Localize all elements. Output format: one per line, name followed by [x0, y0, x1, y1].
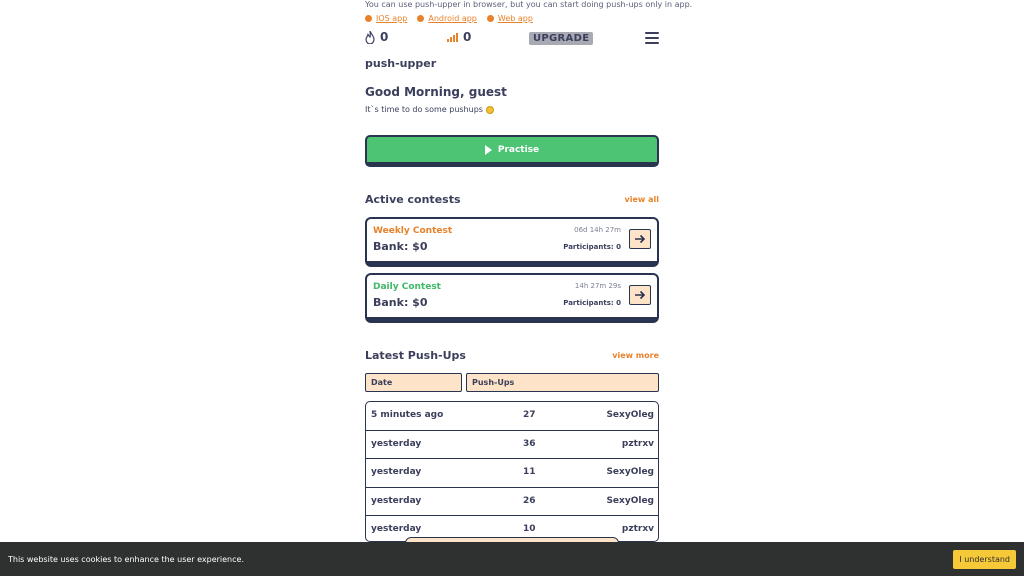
contest-name: Weekly Contest	[373, 226, 453, 236]
table-row	[366, 488, 658, 517]
table-row	[366, 431, 658, 460]
row-user: SexyOleg	[606, 495, 654, 506]
row-user: SexyOleg	[606, 410, 654, 420]
latest-pushups-table	[365, 401, 659, 542]
upgrade-button[interactable]: UPGRADE	[529, 32, 593, 45]
row-user: pztrxv	[621, 438, 654, 449]
app-notice: You can use push-upper in browser, but you can start doing push-ups only in app.	[365, 0, 693, 9]
cookie-banner	[0, 542, 1024, 576]
practise-button[interactable]	[365, 135, 659, 167]
ios-app-link[interactable]	[365, 14, 407, 23]
row-count: 11	[523, 467, 536, 477]
view-all-link[interactable]: view all	[624, 195, 659, 204]
daily-contest-card[interactable]	[365, 273, 659, 323]
row-count: 27	[523, 410, 536, 420]
emoji-icon	[486, 106, 494, 114]
practise-label: Practise	[497, 144, 540, 155]
contest-timer: 06d 14h 27m	[574, 226, 621, 234]
table-row	[366, 402, 658, 431]
active-contests-title: Active contests	[365, 193, 461, 206]
row-date: yesterday	[371, 524, 422, 534]
subtitle-text: It`s time to do some pushups	[365, 105, 483, 114]
row-count: 10	[523, 524, 536, 534]
active-contests-header	[365, 193, 659, 206]
contest-timer: 14h 27m 29s	[574, 282, 621, 290]
column-header-date[interactable]: Date	[365, 373, 462, 392]
web-app-link[interactable]	[487, 14, 533, 23]
brand-name: push-upper	[365, 57, 437, 70]
play-icon	[485, 145, 492, 155]
level-value: 0	[463, 30, 472, 44]
hamburger-menu-icon[interactable]	[645, 32, 659, 44]
streak-stat[interactable]	[365, 30, 388, 44]
ios-app-label: IOS app	[376, 14, 408, 23]
contest-name: Daily Contest	[373, 282, 441, 292]
top-bar	[365, 30, 659, 48]
table-row	[366, 459, 658, 488]
row-date: 5 minutes ago	[371, 410, 444, 420]
android-icon	[417, 15, 424, 22]
android-app-label: Android app	[428, 14, 477, 23]
contest-participants: Participants: 0	[563, 299, 621, 307]
contest-participants: Participants: 0	[563, 243, 621, 251]
column-header-pushups[interactable]: Push-Ups	[466, 373, 659, 392]
view-more-link[interactable]: view more	[612, 351, 659, 360]
row-date: yesterday	[371, 495, 422, 506]
apple-icon	[365, 15, 372, 22]
row-date: yesterday	[371, 467, 422, 477]
level-stat[interactable]	[447, 30, 471, 44]
app-links	[365, 14, 533, 23]
arrow-right-icon[interactable]	[629, 285, 651, 305]
subtitle	[365, 105, 494, 114]
latest-pushups-header	[365, 349, 659, 362]
greeting: Good Morning, guest	[365, 85, 507, 99]
cookie-message: This website uses cookies to enhance the user experience.	[8, 554, 244, 564]
weekly-contest-card[interactable]	[365, 217, 659, 267]
arrow-right-icon[interactable]	[629, 229, 651, 249]
android-app-link[interactable]	[417, 14, 477, 23]
bars-icon	[447, 33, 458, 42]
contest-bank: Bank: $0	[373, 240, 428, 253]
row-user: SexyOleg	[606, 467, 654, 477]
cookie-accept-button[interactable]: I understand	[953, 550, 1016, 569]
row-user: pztrxv	[621, 524, 654, 534]
streak-value: 0	[380, 30, 389, 44]
web-icon	[487, 15, 494, 22]
flame-icon	[365, 31, 375, 44]
latest-pushups-title: Latest Push-Ups	[365, 349, 466, 362]
web-app-label: Web app	[497, 14, 533, 23]
row-count: 36	[523, 438, 536, 449]
row-count: 26	[523, 495, 536, 506]
row-date: yesterday	[371, 438, 422, 449]
contest-bank: Bank: $0	[373, 296, 428, 309]
